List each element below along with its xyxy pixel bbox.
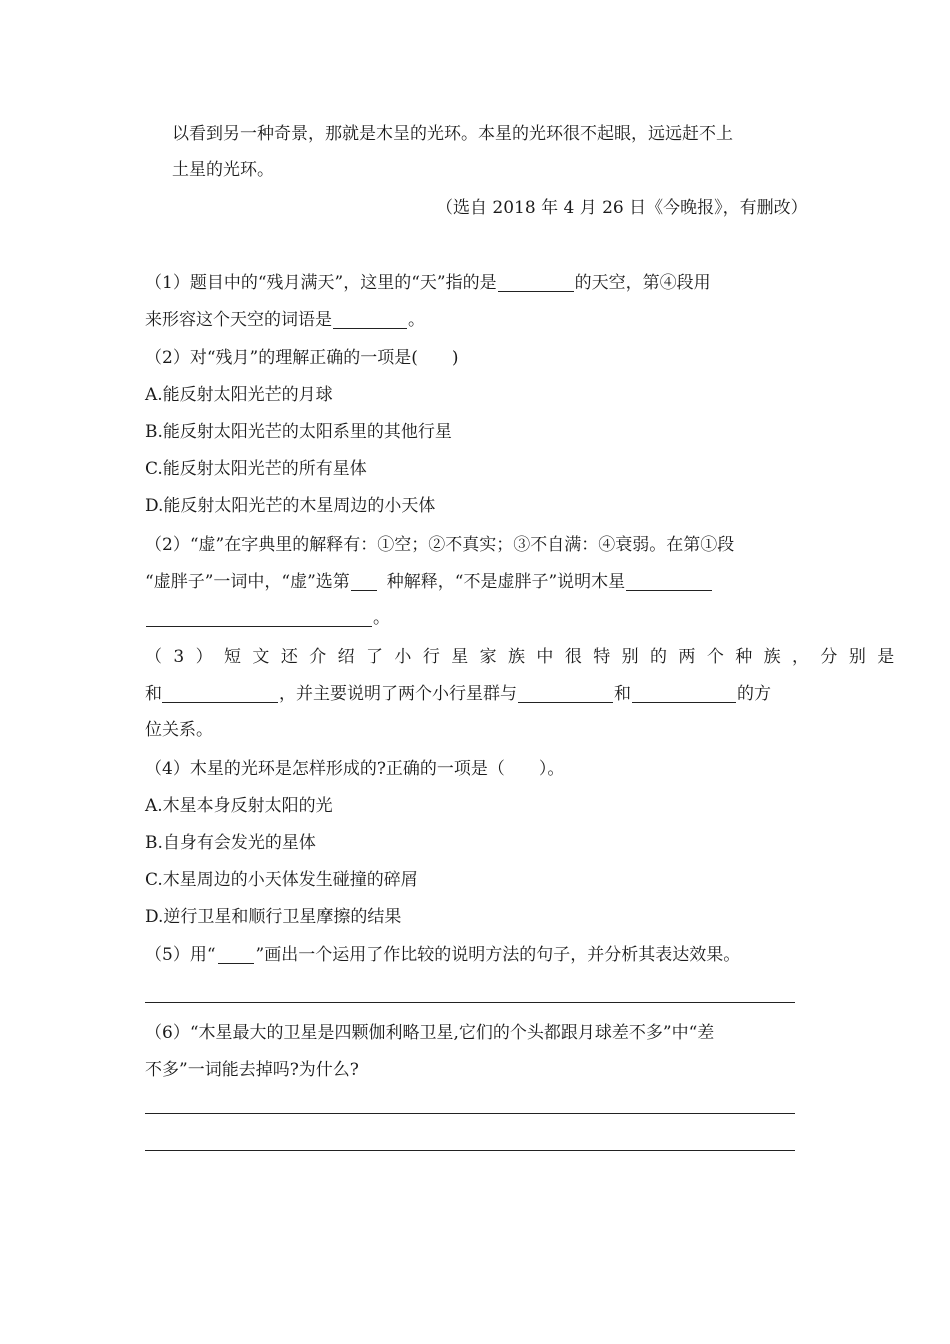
underline-sample — [218, 943, 254, 964]
question-1-text-d: 。 — [408, 310, 425, 330]
question-2b-line-2 — [145, 569, 713, 595]
question-6-line-1: （6）“木星最大的卫星是四颗伽利略卫星,它们的个头都跟月球差不多”中“差 — [145, 1023, 715, 1043]
question-5-text-a: （5）用“ — [145, 945, 216, 965]
answer-blank-1b[interactable] — [333, 308, 407, 329]
question-2b-line-3 — [145, 605, 390, 631]
question-2b-line-1: （2）“虚”在字典里的解释有：①空；②不真实；③不自满：④衰弱。在第①段 — [145, 535, 735, 555]
passage-line-2: 土星的光环。 — [172, 160, 274, 180]
question-6-line-2: 不多”一词能去掉吗?为什么? — [145, 1060, 359, 1080]
question-2b-text-c: 。 — [373, 608, 390, 628]
question-3-text-a: 和 — [145, 684, 162, 704]
answer-line-5[interactable] — [145, 1002, 795, 1003]
answer-blank-3c[interactable] — [632, 682, 736, 703]
answer-blank-3b[interactable] — [518, 682, 613, 703]
question-3-text-b: ，并主要说明了两个小行星群与 — [279, 684, 517, 704]
question-2-stem: （2）对“残月”的理解正确的一项是( ) — [145, 348, 459, 368]
answer-blank-3a[interactable] — [162, 682, 278, 703]
answer-blank-2b-choice[interactable] — [351, 570, 377, 591]
question-5-text-b: ”画出一个运用了作比较的说明方法的句子，并分析其表达效果。 — [255, 945, 741, 965]
question-3-text-c: 和 — [614, 684, 631, 704]
passage-line-1: 以看到另一种奇景，那就是木呈的光环。本星的光环很不起眼，远远赶不上 — [172, 124, 733, 144]
answer-blank-1a[interactable] — [498, 271, 574, 292]
question-2-option-c[interactable]: C.能反射太阳光芒的所有星体 — [145, 459, 367, 479]
question-1-text-c: 来形容这个天空的词语是 — [145, 310, 332, 330]
question-5-line — [145, 942, 740, 968]
question-2-option-d[interactable]: D.能反射太阳光芒的木星周边的小天体 — [145, 496, 436, 516]
question-3-text-d: 的方 — [737, 684, 771, 704]
question-1-text-a: （1）题目中的“残月满天”，这里的“天”指的是 — [145, 273, 497, 293]
question-4-option-b[interactable]: B.自身有会发光的星体 — [145, 833, 316, 853]
question-2b-text-b: 种解释，“不是虚胖子”说明木星 — [386, 572, 626, 592]
question-1-line-2 — [145, 307, 425, 333]
question-4-option-a[interactable]: A.木星本身反射太阳的光 — [145, 796, 333, 816]
question-4-stem: （4）木星的光环是怎样形成的?正确的一项是（ ）。 — [145, 759, 565, 779]
question-2-option-b[interactable]: B.能反射太阳光芒的太阳系里的其他行星 — [145, 422, 452, 442]
question-4-option-c[interactable]: C.木星周边的小天体发生碰撞的碎屑 — [145, 870, 418, 890]
question-3-line-3: 位关系。 — [145, 720, 213, 740]
passage-source: （选自 2018 年 4 月 26 日《今晚报》，有删改） — [436, 198, 808, 218]
question-3-line-1: （3）短文还介绍了小行星家族中很特别的两个种族，分别是 — [145, 647, 906, 667]
answer-blank-2b-explain-start[interactable] — [626, 570, 712, 591]
question-2b-text-a: “虚胖子”一词中，“虚”选第 — [145, 572, 350, 592]
question-1-line-1 — [145, 270, 711, 296]
question-1-text-b: 的天空，第④段用 — [574, 273, 711, 293]
answer-blank-2b-explain-end[interactable] — [146, 606, 372, 627]
question-3-line-2 — [145, 681, 771, 707]
answer-line-6b[interactable] — [145, 1150, 795, 1151]
question-4-option-d[interactable]: D.逆行卫星和顺行卫星摩擦的结果 — [145, 907, 402, 927]
question-2-option-a[interactable]: A.能反射太阳光芒的月球 — [145, 385, 333, 405]
answer-line-6a[interactable] — [145, 1113, 795, 1114]
